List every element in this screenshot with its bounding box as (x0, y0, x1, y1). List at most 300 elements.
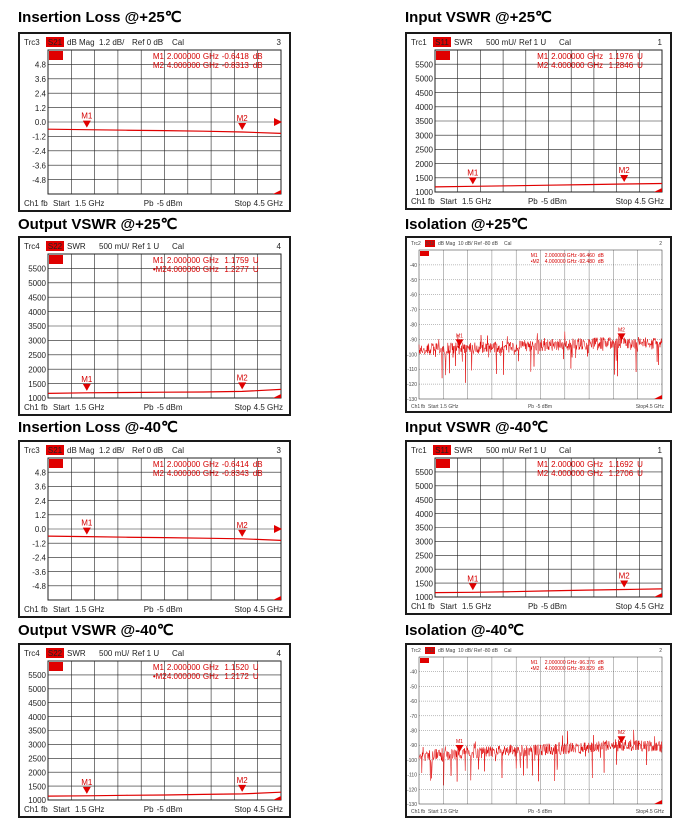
param-label: S22 (47, 242, 63, 251)
m2-readout-unit: GHz (202, 469, 219, 478)
m1-readout-freq: 2.000000 (551, 460, 585, 469)
m2-readout-value: 1.2277 (224, 265, 249, 274)
y-tick-label: -4.8 (32, 175, 46, 185)
y-tick-label: -60 (409, 699, 417, 706)
footer-power: -5 dBm (535, 404, 553, 410)
trace-label: Trc1 (411, 38, 427, 47)
chart-panel-insertion-loss-m40 (18, 440, 291, 618)
footer-fb: fb (421, 404, 426, 410)
ref-marker-badge (49, 459, 63, 468)
m1-readout-vunit: U (252, 256, 259, 265)
footer-channel: Ch1 (24, 805, 39, 814)
y-tick-label: -2.4 (32, 147, 46, 156)
param-label: S11 (435, 38, 449, 47)
footer-stop-label: Stop (234, 605, 251, 614)
m2-readout-freq: 4.000000 (551, 61, 585, 70)
m2-readout-value: 1.2846 (608, 61, 634, 70)
y-tick-label: -3.6 (32, 161, 46, 171)
ref-label: Ref 1 U (519, 38, 547, 47)
footer-power: -5 dBm (535, 809, 553, 815)
y-tick-label: 2000 (415, 565, 433, 575)
y-tick-label: -80 (409, 728, 417, 735)
ref-marker-badge (420, 658, 429, 663)
footer-start-label: Start (428, 404, 439, 410)
scale-label: 500 mU/ (486, 446, 517, 455)
chart-panel-input-vswr-m40 (405, 440, 672, 615)
m1-readout-unit: GHz (202, 52, 219, 61)
y-tick-label: 1000 (28, 394, 46, 404)
marker-m1-label: M1 (456, 739, 463, 746)
m2-readout-unit: GHz (202, 672, 219, 681)
format-label: SWR (67, 649, 86, 658)
footer-stop-value: 4.5 GHz (634, 602, 664, 611)
y-tick-label: 4000 (415, 509, 433, 519)
y-tick-label: -1.2 (32, 539, 46, 549)
footer-stop-label: Stop (635, 404, 646, 410)
marker-m2-triangle (238, 785, 246, 792)
footer-start-value: 1.5 GHz (462, 197, 492, 206)
y-tick-label: 1000 (28, 796, 46, 806)
channel-number: 2 (659, 648, 662, 654)
y-tick-label: 4500 (28, 698, 46, 708)
m1-readout-value: -96.376 (577, 660, 595, 666)
trace-label: Trc4 (24, 242, 40, 251)
chart-title: Insertion Loss @-40℃ (18, 419, 178, 436)
footer-start-label: Start (440, 602, 457, 611)
footer-fb: fb (428, 602, 435, 611)
y-tick-label: 5000 (28, 685, 46, 694)
footer-pb: Pb (527, 602, 538, 611)
footer-start-label: Start (53, 199, 70, 208)
cal-label: Cal (172, 649, 185, 658)
marker-m2-label: M2 (236, 775, 248, 785)
marker-m1-triangle (469, 583, 477, 590)
scale-label: 1.2 dB/ (99, 38, 125, 47)
param-label: S21 (47, 446, 63, 455)
m1-readout-vunit: dB (597, 660, 604, 666)
m1-readout-vunit: dB (252, 52, 263, 61)
m1-readout-unit: GHz (202, 460, 219, 469)
footer-start-label: Start (53, 805, 70, 814)
footer-power: -5 dBm (540, 197, 567, 206)
footer-fb: fb (41, 403, 48, 412)
y-tick-label: 2000 (28, 768, 46, 778)
footer-stop-label: Stop (635, 809, 646, 815)
m2-readout-vunit: dB (252, 61, 263, 70)
ref-marker-badge (436, 459, 450, 468)
m1-readout-value: 1.1692 (608, 460, 634, 469)
m1-readout-label: M1 (152, 256, 164, 265)
m2-readout-label: M2 (537, 61, 549, 70)
marker-m2-label: M2 (618, 571, 630, 581)
footer-stop-value: 4.5 GHz (645, 404, 664, 410)
y-tick-label: 3.6 (34, 75, 46, 84)
y-tick-label: -120 (407, 787, 417, 794)
m2-readout-vunit: U (637, 61, 643, 70)
footer-channel: Ch1 (411, 404, 421, 410)
footer-pb: Pb (143, 199, 154, 208)
param-label: S11 (435, 446, 449, 455)
m2-readout-unit: GHz (566, 666, 577, 672)
y-tick-label: 4500 (28, 293, 46, 303)
footer-stop-label: Stop (234, 199, 251, 208)
y-tick-label: 1500 (415, 579, 433, 589)
y-tick-label: 2500 (28, 754, 46, 764)
m2-readout-freq: 4.000000 (166, 672, 201, 681)
y-tick-label: -3.6 (32, 567, 46, 577)
footer-start-value: 1.5 GHz (462, 602, 492, 611)
y-tick-label: 4.8 (34, 468, 46, 478)
format-label: dB Mag (438, 648, 456, 654)
m1-readout-vunit: U (637, 52, 643, 61)
m1-readout-label: M1 (537, 52, 549, 61)
chart-title: Isolation @+25℃ (405, 216, 528, 233)
m2-readout-value: -0.8313 (221, 61, 249, 70)
m1-readout-unit: GHz (566, 253, 577, 259)
y-tick-label: 4000 (28, 307, 46, 317)
marker-m1-triangle (83, 787, 91, 794)
footer-stop-value: 4.5 GHz (253, 605, 283, 614)
footer-channel: Ch1 (24, 199, 39, 208)
m2-readout-unit: GHz (587, 61, 604, 70)
y-tick-label: 2500 (415, 551, 433, 561)
footer-fb: fb (41, 199, 48, 208)
footer-power: -5 dBm (156, 199, 183, 208)
scale-label: 10 dB/ (458, 648, 473, 654)
footer-start-value: 1.5 GHz (440, 404, 459, 410)
footer-stop-label: Stop (615, 602, 632, 611)
footer-stop-value: 4.5 GHz (645, 809, 664, 815)
footer-channel: Ch1 (411, 602, 426, 611)
m2-readout-freq: 4.000000 (544, 259, 566, 265)
format-label: dB Mag (438, 241, 456, 247)
chart-title: Output VSWR @-40℃ (18, 622, 174, 639)
ref-marker-badge (420, 251, 429, 256)
ref-marker-badge (49, 51, 63, 60)
scale-label: 1.2 dB/ (99, 446, 125, 455)
m2-readout-vunit: U (252, 265, 259, 274)
chart-svg (407, 238, 670, 411)
ref-marker-badge (49, 255, 63, 264)
footer-start-label: Start (53, 403, 70, 412)
y-tick-label: 3000 (415, 537, 433, 547)
m1-readout-value: -0.6414 (221, 460, 249, 469)
cal-label: Cal (559, 446, 572, 455)
m1-readout-label: M1 (152, 460, 164, 469)
ref-label: Ref 1 U (132, 242, 160, 251)
y-tick-label: 2500 (415, 145, 433, 155)
y-tick-label: 5000 (415, 482, 433, 491)
marker-m2-label: M2 (236, 373, 248, 383)
y-tick-label: 4000 (28, 712, 46, 722)
m1-readout-unit: GHz (202, 663, 219, 672)
m1-readout-freq: 2.000000 (551, 52, 585, 61)
footer-pb: Pb (143, 403, 154, 412)
format-label: dB Mag (67, 38, 95, 47)
marker-m2-triangle (238, 530, 246, 537)
y-tick-label: 3500 (415, 523, 433, 533)
m1-readout-freq: 2.000000 (166, 663, 201, 672)
y-tick-label: 2000 (415, 159, 433, 169)
m2-readout-vunit: dB (252, 469, 263, 478)
y-tick-label: -40 (409, 262, 417, 269)
footer-pb: Pb (143, 605, 154, 614)
cal-label: Cal (504, 648, 512, 654)
m2-readout-vunit: U (637, 469, 643, 478)
marker-m2-label: M2 (618, 327, 625, 334)
scroll-arrow (273, 796, 281, 800)
footer-stop-value: 4.5 GHz (634, 197, 664, 206)
m1-readout-value: 1.1976 (608, 52, 634, 61)
marker-m1-triangle (83, 384, 91, 391)
footer-power: -5 dBm (156, 605, 183, 614)
ref-label: Ref 0 dB (132, 446, 164, 455)
m1-readout-unit: GHz (587, 52, 604, 61)
chart-svg (407, 34, 670, 208)
m2-readout-label: •M2 (530, 666, 540, 672)
m2-readout-value: 1.2172 (224, 672, 249, 681)
y-tick-label: 2000 (28, 365, 46, 375)
trace-label: Trc4 (24, 649, 40, 658)
format-label: SWR (67, 242, 86, 251)
chart-title: Input VSWR @+25℃ (405, 9, 552, 26)
ref-label: Ref -80 dB (474, 241, 498, 247)
y-tick-label: 3000 (415, 131, 433, 141)
y-tick-label: 4500 (415, 88, 433, 98)
chart-panel-output-vswr-m40 (18, 643, 291, 818)
marker-m1-label: M1 (81, 374, 93, 384)
channel-number: 3 (276, 38, 281, 47)
y-tick-label: -2.4 (32, 553, 46, 563)
m1-readout-freq: 2.000000 (544, 253, 566, 259)
footer-pb: Pb (143, 805, 154, 814)
y-tick-label: -90 (409, 337, 417, 344)
y-tick-label: -130 (407, 397, 417, 403)
y-tick-label: -90 (409, 743, 417, 750)
footer-start-value: 1.5 GHz (75, 805, 105, 814)
footer-channel: Ch1 (24, 605, 39, 614)
trace-label: Trc2 (411, 648, 421, 654)
y-tick-label: -60 (409, 292, 417, 299)
channel-number: 4 (276, 649, 281, 658)
chart-title: Output VSWR @+25℃ (18, 216, 178, 233)
footer-power: -5 dBm (156, 805, 183, 814)
m2-readout-freq: 4.000000 (551, 469, 585, 478)
m1-readout-label: M1 (152, 663, 164, 672)
scroll-arrow (654, 800, 662, 804)
marker-m2-label: M2 (236, 520, 248, 530)
footer-stop-value: 4.5 GHz (253, 403, 283, 412)
scale-label: 500 mU/ (486, 38, 517, 47)
channel-number: 2 (659, 241, 662, 247)
y-tick-label: -70 (409, 713, 417, 720)
y-tick-label: 1500 (28, 782, 46, 792)
scroll-arrow (654, 395, 662, 399)
m2-readout-unit: GHz (587, 469, 604, 478)
y-tick-label: 2500 (28, 351, 46, 360)
m1-readout-label: M1 (530, 660, 538, 666)
chart-svg (20, 645, 289, 816)
ref-label: Ref -80 dB (474, 648, 498, 654)
chart-svg (20, 34, 289, 210)
m1-readout-freq: 2.000000 (166, 52, 201, 61)
chart-title: Insertion Loss @+25℃ (18, 9, 182, 26)
footer-stop-label: Stop (615, 197, 632, 206)
footer-stop-value: 4.5 GHz (253, 199, 283, 208)
y-tick-label: 2.4 (34, 496, 46, 506)
y-tick-label: 1000 (415, 593, 433, 603)
footer-pb: Pb (527, 197, 538, 206)
scroll-arrow (654, 593, 662, 597)
y-tick-label: -1.2 (32, 132, 46, 142)
y-tick-label: 1500 (28, 379, 46, 389)
y-tick-label: 3000 (28, 336, 46, 346)
marker-m1-label: M1 (456, 333, 463, 340)
m2-readout-vunit: dB (597, 259, 604, 265)
scroll-arrow (273, 596, 281, 600)
chart-panel-output-vswr-25 (18, 236, 291, 416)
m1-readout-value: -0.6418 (221, 52, 249, 61)
m1-readout-vunit: U (252, 663, 259, 672)
ref-label: Ref 0 dB (132, 38, 164, 47)
y-tick-label: 3500 (28, 322, 46, 332)
y-tick-label: 3.6 (34, 482, 46, 492)
m2-readout-value: 1.2706 (608, 469, 634, 478)
param-label: S22 (47, 649, 63, 658)
m1-readout-label: M1 (152, 52, 164, 61)
footer-stop-label: Stop (234, 403, 251, 412)
footer-fb: fb (428, 197, 435, 206)
marker-m2-triangle (238, 382, 246, 389)
m1-readout-freq: 2.000000 (544, 660, 566, 666)
format-label: SWR (454, 446, 473, 455)
y-tick-label: 3500 (28, 726, 46, 736)
y-tick-label: -100 (407, 757, 417, 764)
marker-m1-triangle (83, 528, 91, 535)
scroll-arrow (273, 190, 281, 194)
m1-readout-value: 1.1759 (224, 256, 249, 265)
marker-m2-label: M2 (618, 730, 625, 737)
trace-label: Trc3 (24, 38, 40, 47)
footer-start-label: Start (53, 605, 70, 614)
footer-channel: Ch1 (411, 197, 426, 206)
marker-m2-label: M2 (618, 166, 630, 176)
y-tick-label: -70 (409, 307, 417, 314)
m2-readout-unit: GHz (202, 265, 219, 274)
y-tick-label: 5000 (415, 74, 433, 84)
marker-m1-triangle (83, 121, 91, 128)
channel-number: 3 (276, 446, 281, 455)
chart-title: Isolation @-40℃ (405, 622, 524, 639)
y-tick-label: -110 (407, 367, 417, 374)
marker-m2-triangle (620, 175, 628, 182)
y-tick-label: -4.8 (32, 582, 46, 591)
trace-label: Trc2 (411, 241, 421, 247)
m2-readout-vunit: dB (597, 666, 604, 672)
y-tick-label: 2.4 (34, 89, 46, 99)
m2-readout-freq: 4.000000 (166, 265, 201, 274)
y-tick-label: 5500 (415, 468, 433, 478)
cal-label: Cal (172, 446, 185, 455)
y-tick-label: -80 (409, 322, 417, 329)
m1-readout-vunit: U (637, 460, 643, 469)
param-label: S21 (47, 38, 63, 47)
footer-stop-label: Stop (234, 805, 251, 814)
y-tick-label: 0.0 (34, 118, 46, 128)
ref-marker-badge (49, 662, 63, 671)
cal-label: Cal (504, 241, 512, 247)
m1-readout-label: M1 (537, 460, 549, 469)
scale-label: 500 mU/ (99, 242, 130, 251)
chart-panel-input-vswr-25 (405, 32, 672, 210)
footer-start-label: Start (428, 809, 439, 815)
marker-m2-triangle (238, 123, 246, 130)
footer-fb: fb (41, 605, 48, 614)
trace-label: Trc3 (24, 446, 40, 455)
cal-label: Cal (172, 242, 185, 251)
m2-readout-label: M2 (152, 61, 164, 70)
marker-m1-triangle (469, 177, 477, 184)
chart-svg (20, 442, 289, 616)
trace-label: Trc1 (411, 446, 427, 455)
format-label: dB Mag (67, 446, 95, 455)
param-label: S12 (425, 241, 435, 247)
y-tick-label: 1500 (415, 174, 433, 183)
marker-m1-label: M1 (81, 777, 93, 787)
y-tick-label: -120 (407, 382, 417, 389)
m2-readout-freq: 4.000000 (544, 666, 566, 672)
marker-m1-label: M1 (81, 111, 93, 121)
y-tick-label: 3000 (28, 740, 46, 750)
m2-readout-label: M2 (537, 469, 549, 478)
y-tick-label: 5000 (28, 279, 46, 288)
channel-number: 1 (657, 446, 662, 455)
chart-svg (20, 238, 289, 414)
chart-panel-insertion-loss-25 (18, 32, 291, 212)
chart-panel-isolation-m40 (405, 643, 672, 818)
param-label: S12 (425, 648, 435, 654)
marker-m1-label: M1 (467, 574, 479, 584)
m1-readout-freq: 2.000000 (166, 460, 201, 469)
marker-m2-label: M2 (236, 113, 248, 123)
m2-readout-unit: GHz (566, 259, 577, 265)
m2-readout-freq: 4.000000 (166, 61, 201, 70)
m1-readout-unit: GHz (202, 256, 219, 265)
m1-readout-value: -96.460 (577, 253, 595, 259)
marker-m2-triangle (620, 580, 628, 587)
footer-power: -5 dBm (540, 602, 567, 611)
m2-readout-value: -92.480 (577, 259, 595, 265)
chart-svg (407, 645, 670, 816)
m1-readout-value: 1.1520 (224, 663, 249, 672)
cal-label: Cal (172, 38, 185, 47)
y-tick-label: 1.2 (34, 103, 46, 113)
y-tick-label: -40 (409, 669, 417, 676)
format-label: SWR (454, 38, 473, 47)
y-tick-label: 0.0 (34, 525, 46, 535)
marker-m1-triangle (456, 745, 464, 752)
footer-stop-value: 4.5 GHz (253, 805, 283, 814)
chart-title: Input VSWR @-40℃ (405, 419, 549, 436)
footer-start-value: 1.5 GHz (75, 403, 105, 412)
footer-pb: Pb (527, 809, 535, 815)
footer-start-value: 1.5 GHz (440, 809, 459, 815)
m1-readout-unit: GHz (566, 660, 577, 666)
y-tick-label: 5500 (28, 264, 46, 274)
scale-label: 500 mU/ (99, 649, 130, 658)
m1-readout-label: M1 (530, 253, 538, 259)
scroll-arrow (273, 394, 281, 398)
